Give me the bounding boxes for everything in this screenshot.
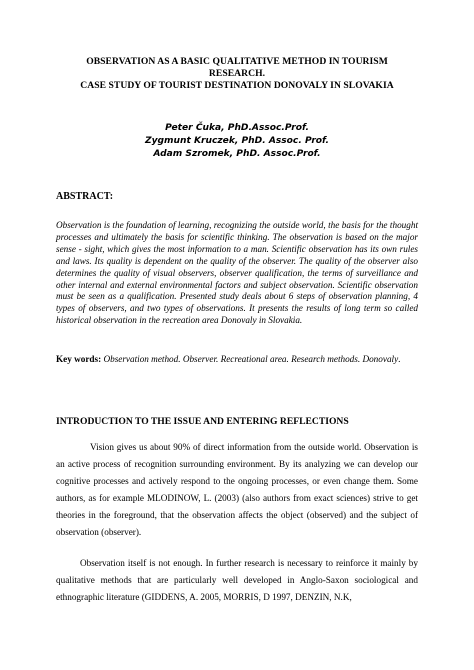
introduction-paragraph-1: Vision gives us about 90% of direct information from the outside world. Observation is an active process of recognition surrounding environment. By its analyzing we can develop our cognitive processes and actively respond to the ongoing processes, or even change them. Some authors, as for example MLODINOW, L. (2003) (also authors from exact sciences) strive to get theories in the foreground, that the observation affects the object (observed) and the subject of observation (observer).: [56, 442, 418, 537]
keywords-label: Key words:: [56, 354, 102, 364]
author-1: Peter Čuka, PhD.Assoc.Prof.: [165, 123, 309, 133]
paper-title: [56, 56, 418, 93]
introduction-heading: INTRODUCTION TO THE ISSUE AND ENTERING REFLECTIONS: [56, 416, 349, 427]
title-line-3: CASE STUDY OF TOURIST DESTINATION DONOVALY IN SLOVAKIA: [80, 80, 394, 92]
introduction-paragraph-2: Observation itself is not enough. In further research is necessary to reinforce it mainly by qualitative methods that are particularly well developed in Anglo-Saxon sociological and ethnographic literature (GIDDENS, A. 2005, MORRIS, D 1997, DENZIN, N.K,: [56, 558, 418, 602]
keywords-line: [56, 353, 418, 365]
keywords-end: .: [398, 354, 401, 364]
author-3: Adam Szromek, PhD. Assoc.Prof.: [153, 149, 321, 160]
keywords-text: Observation method. Observer. Recreational area. Research methods. Donovaly: [103, 354, 399, 364]
abstract-text: Observation is the foundation of learning, recognizing the outside world, the basis for the thought processes and ultimately the basis for scientific thinking. The observation is based on the major sense - sight, which gives the most information to a man. Scientific observation has its own rules and laws. Its quality is dependent on the quality of the observer. The quality of the observer also determines the quality of visual observers, observer qualification, the terms of surveillance and other internal and external environmental factors and subject observation. Scientific observation must be seen as a qualification. Presented study deals about 6 steps of observation planning, 4 types of observers, and two types of observations. It presents the results of long term so called historical observation in the recreation area Donovaly in Slovakia.: [56, 220, 418, 326]
author-list: [56, 122, 418, 162]
author-2: Zygmunt Kruczek, PhD. Assoc. Prof.: [145, 136, 329, 147]
title-line-2: RESEARCH.: [208, 68, 266, 80]
abstract-heading: ABSTRACT:: [56, 191, 114, 202]
title-line-1: OBSERVATION AS A BASIC QUALITATIVE METHOD IN TOURISM: [86, 56, 388, 67]
